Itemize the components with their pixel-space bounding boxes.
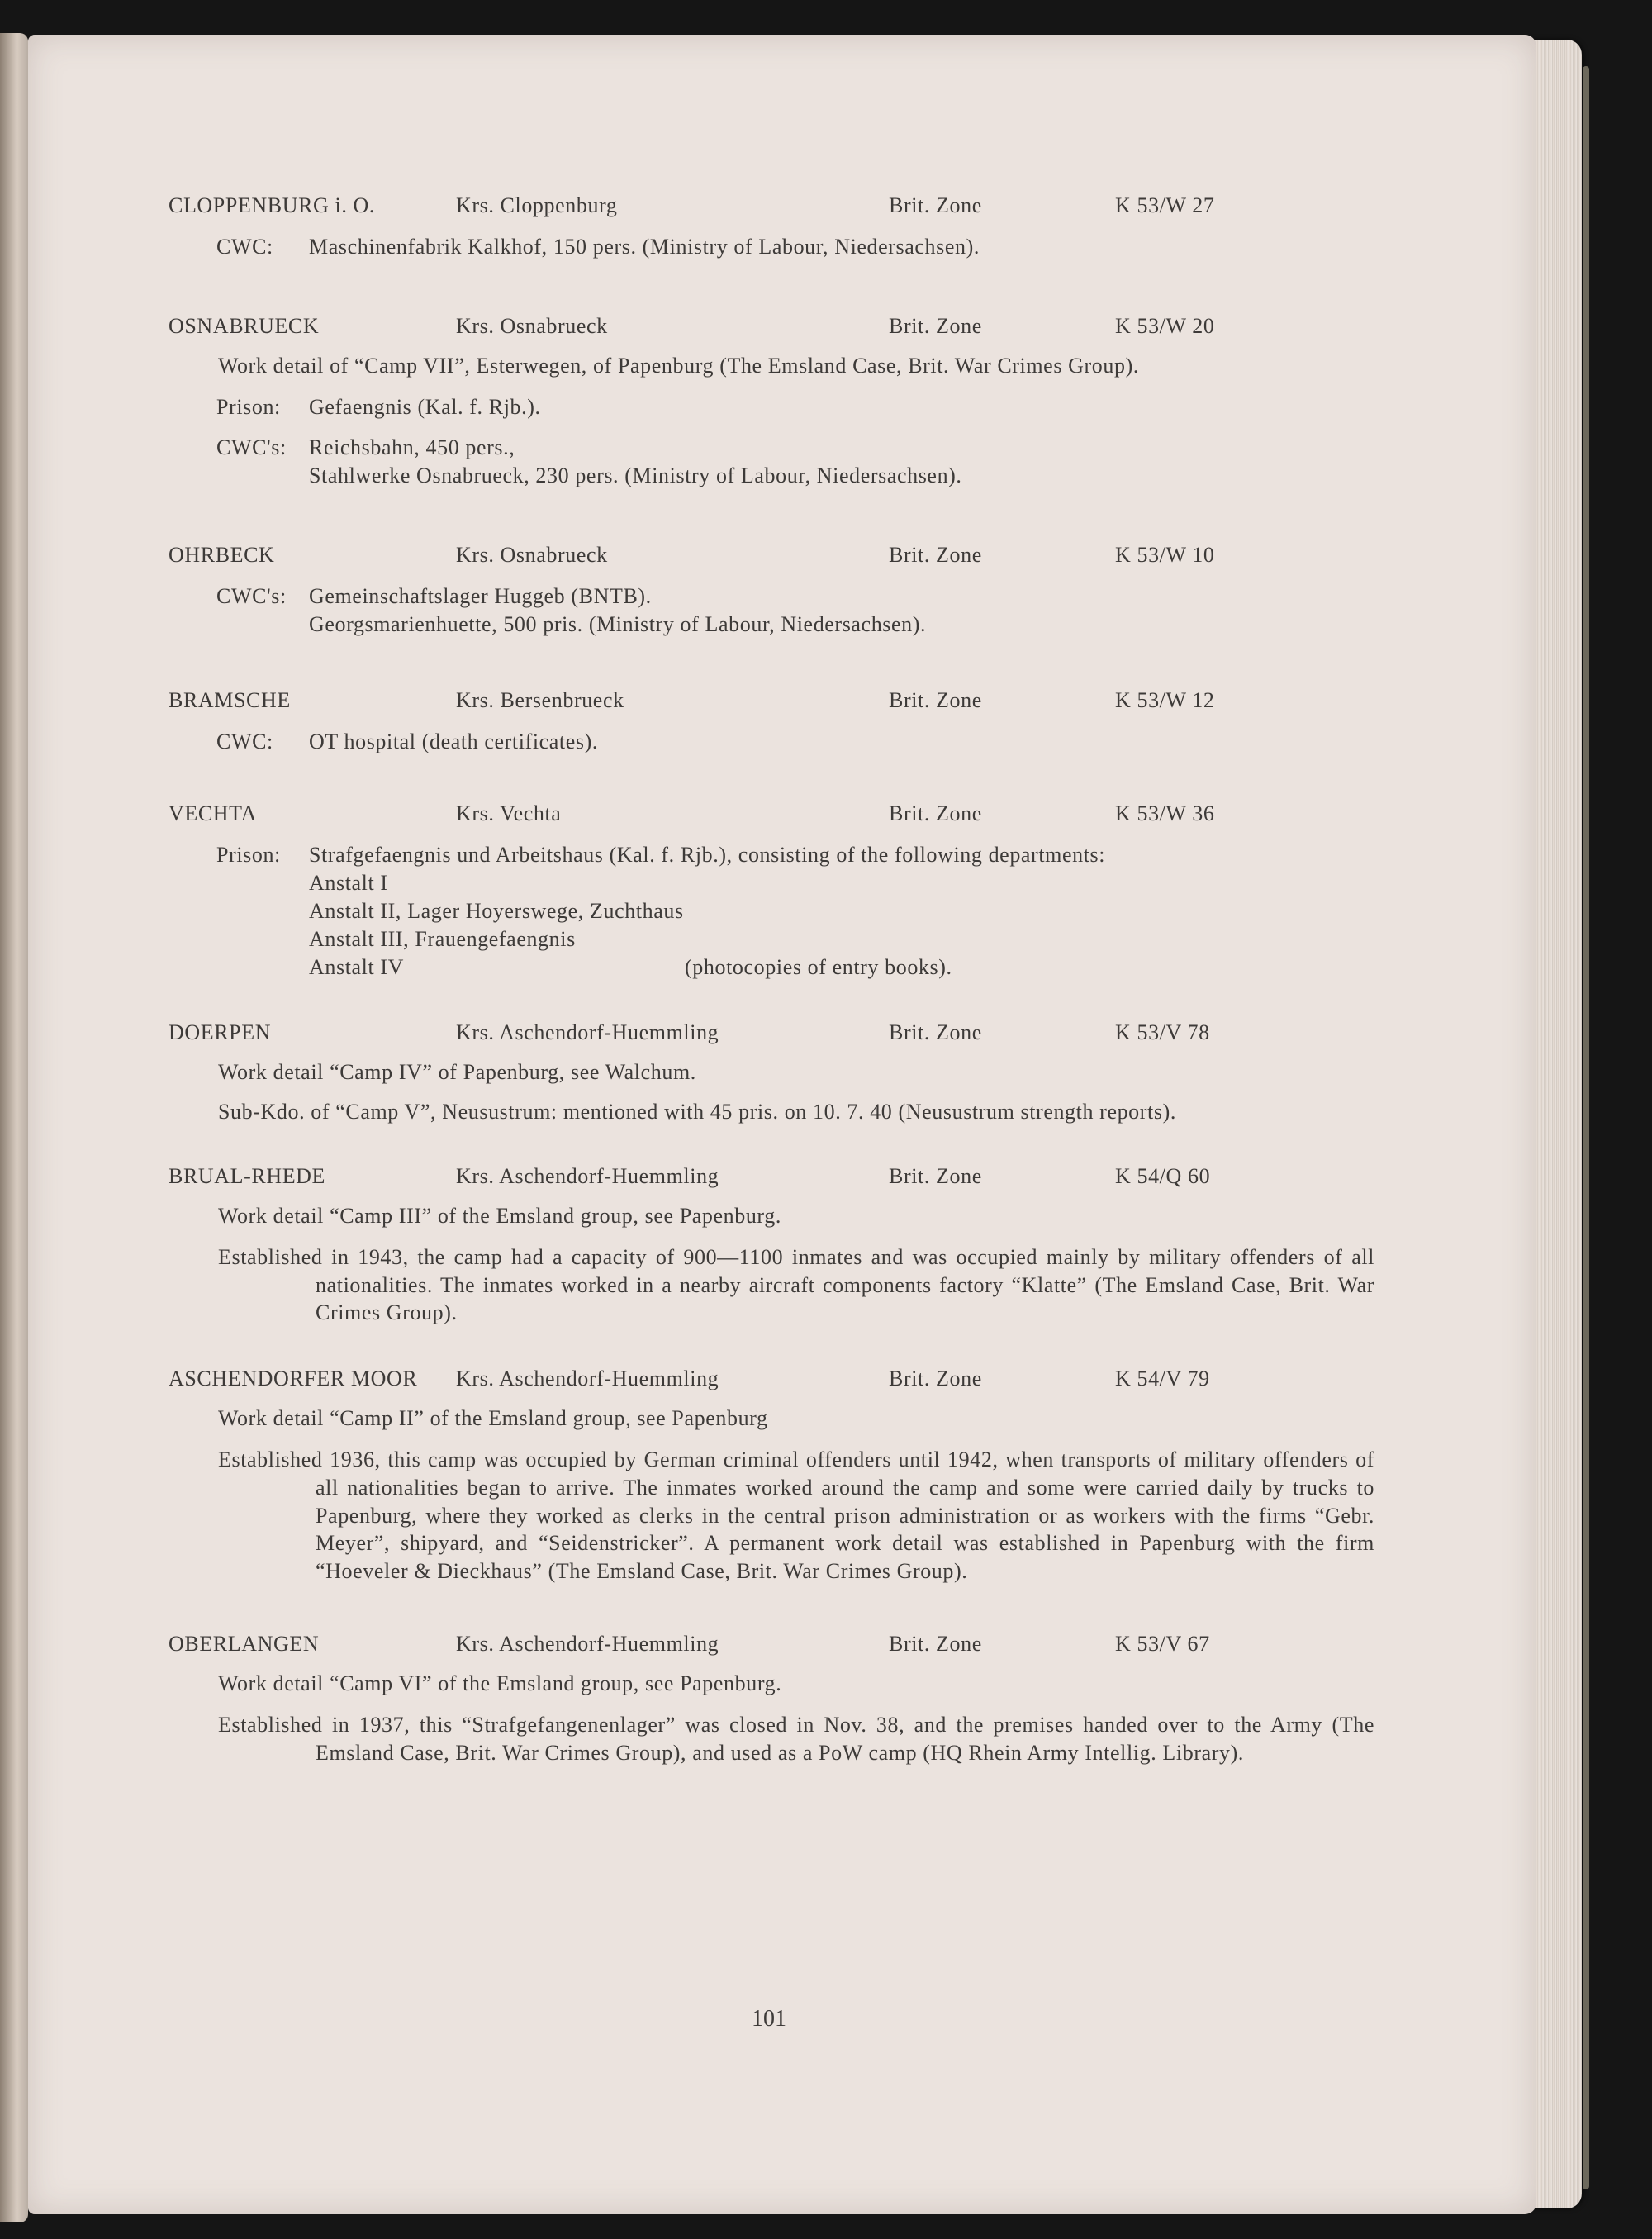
labeled-row [169, 582, 1374, 639]
labeled-row [169, 841, 1374, 981]
work-detail-line: Work detail “Camp III” of the Emsland group, see Papenburg. [218, 1203, 781, 1228]
row-text [309, 841, 1374, 869]
row-text [309, 462, 1374, 490]
entry-header [169, 1019, 1374, 1047]
entry-header [169, 312, 1374, 340]
map-reference: K 54/Q 60 [1115, 1163, 1211, 1188]
labeled-row [169, 434, 1374, 490]
map-reference: K 53/V 78 [1115, 1020, 1210, 1045]
row-text [309, 611, 1374, 639]
zone-label: Brit. Zone [889, 313, 982, 338]
district-name: Krs. Bersenbrueck [456, 687, 624, 712]
row-text [309, 897, 1374, 925]
work-detail-line: Sub-Kdo. of “Camp V”, Neusustrum: mentioned with 45 pris. on 10. 7. 40 (Neusustrum strength reports). [218, 1100, 1176, 1124]
row-text-value: OT hospital (death certificates). [309, 729, 598, 753]
entry-header [169, 192, 1374, 220]
work-detail-line: Work detail “Camp IV” of Papenburg, see Walchum. [218, 1060, 696, 1085]
district-name: Krs. Cloppenburg [456, 193, 618, 217]
labeled-row [169, 233, 1374, 261]
place-name: ASCHENDORFER MOOR [169, 1367, 418, 1391]
work-detail-line: Work detail “Camp VI” of the Emsland group, see Papenburg. [218, 1671, 782, 1695]
row-text [309, 925, 1374, 953]
binding-strip [1583, 66, 1589, 2189]
row-text-value: Anstalt II, Lager Hoyerswege, Zuchthaus [309, 898, 684, 923]
zone-label: Brit. Zone [889, 1020, 982, 1045]
entry [169, 541, 1374, 639]
row-text-value: Maschinenfabrik Kalkhof, 150 pers. (Ministry of Labour, Niedersachsen). [309, 235, 980, 259]
row-text [309, 728, 1374, 756]
zone-label: Brit. Zone [889, 801, 982, 826]
place-name: CLOPPENBURG i. O. [169, 193, 376, 217]
row-label: Prison: [216, 394, 281, 419]
row-text-value: Strafgefaengnis und Arbeitshaus (Kal. f. Rjb.), consisting of the following departments: [309, 843, 1106, 868]
entry-header [169, 1162, 1374, 1191]
row-text-value: Georgsmarienhuette, 500 pris. (Ministry of Labour, Niedersachsen). [309, 611, 927, 636]
entry-header [169, 687, 1374, 715]
row-text-value: Gefaengnis (Kal. f. Rjb.). [309, 394, 541, 419]
labeled-row [169, 728, 1374, 756]
entry [169, 687, 1374, 756]
map-reference: K 53/V 67 [1115, 1631, 1210, 1656]
entry-header [169, 541, 1374, 569]
zone-label: Brit. Zone [889, 542, 982, 567]
page-number: 101 [752, 2006, 786, 2032]
entry-header [169, 1365, 1374, 1393]
place-name: VECHTA [169, 801, 257, 826]
entry [169, 1630, 1374, 1766]
row-text [309, 582, 1374, 611]
place-name: BRAMSCHE [169, 687, 291, 712]
work-detail-line: Work detail “Camp II” of the Emsland group, see Papenburg [218, 1406, 768, 1431]
zone-label: Brit. Zone [889, 193, 982, 217]
row-label: CWC: [216, 235, 273, 259]
place-name: OBERLANGEN [169, 1631, 320, 1656]
row-text [309, 434, 1374, 462]
map-reference: K 53/W 12 [1115, 687, 1215, 712]
zone-label: Brit. Zone [889, 1367, 982, 1391]
row-text-value: Reichsbahn, 450 pers., [309, 435, 515, 460]
row-text [309, 233, 1374, 261]
work-detail-line: Work detail of “Camp VII”, Esterwegen, of Papenburg (The Emsland Case, Brit. War Crimes Group). [218, 353, 1139, 378]
entry [169, 312, 1374, 490]
place-name: BRUAL-RHEDE [169, 1163, 326, 1188]
gazetteer-entries [169, 192, 1374, 1766]
zone-label: Brit. Zone [889, 1163, 982, 1188]
row-label: Prison: [216, 843, 281, 868]
zone-label: Brit. Zone [889, 1631, 982, 1656]
entry [169, 1365, 1374, 1585]
zone-label: Brit. Zone [889, 687, 982, 712]
district-name: Krs. Osnabrueck [456, 313, 608, 338]
entry-header [169, 800, 1374, 828]
map-reference: K 53/W 20 [1115, 313, 1215, 338]
history-paragraph: Established 1936, this camp was occupied by German criminal offenders until 1942, when transports of military offenders of all nationalities began to arrive. The inmates worked around the camp and some were carried daily by trucks to Papenburg, where they worked as clerks in the central prison administration or as workers with the firms “Gebr. Meyer”, shipyard, and “Seidenstricker”. A permanent work detail was established in Papenburg with the firm “Hoeveler & Dieckhaus” (The Emsland Case, Brit. War Crimes Group). [218, 1447, 1374, 1584]
row-text-value: Anstalt IV [309, 954, 405, 979]
history-paragraph: Established in 1937, this “Strafgefangenenlager” was closed in Nov. 38, and the premises handed over to the Army (The Emsland Case, Brit. War Crimes Group), and used as a PoW camp (HQ Rhein Army Intellig. Library). [218, 1712, 1374, 1765]
entry [169, 192, 1374, 261]
history-paragraph: Established in 1943, the camp had a capacity of 900—1100 inmates and was occupied mainly by military offenders of all nationalities. The inmates worked in a nearby aircraft components factory “Klatte” (The Emsland Case, Brit. War Crimes Group). [218, 1244, 1374, 1325]
district-name: Krs. Aschendorf-Huemmling [456, 1163, 719, 1188]
row-text [309, 869, 1374, 897]
district-name: Krs. Aschendorf-Huemmling [456, 1367, 719, 1391]
row-text-value: Gemeinschaftslager Huggeb (BNTB). [309, 583, 652, 608]
place-name: DOERPEN [169, 1020, 272, 1045]
row-label: CWC: [216, 729, 273, 753]
entry [169, 800, 1374, 981]
row-text [309, 393, 1374, 421]
facing-page-edge [0, 33, 28, 2222]
row-text-value: Anstalt I [309, 871, 388, 896]
map-reference: K 53/W 10 [1115, 542, 1215, 567]
row-label: CWC's: [216, 583, 287, 608]
entry-header [169, 1630, 1374, 1658]
map-reference: K 53/W 27 [1115, 193, 1215, 217]
map-reference: K 54/V 79 [1115, 1367, 1210, 1391]
district-name: Krs. Aschendorf-Huemmling [456, 1631, 719, 1656]
district-name: Krs. Aschendorf-Huemmling [456, 1020, 719, 1045]
row-text-value: Stahlwerke Osnabrueck, 230 pers. (Ministry of Labour, Niedersachsen). [309, 463, 962, 488]
row-text [309, 953, 1374, 982]
entry [169, 1162, 1374, 1327]
place-name: OHRBECK [169, 542, 275, 567]
map-reference: K 53/W 36 [1115, 801, 1215, 826]
district-name: Krs. Osnabrueck [456, 542, 608, 567]
labeled-row [169, 393, 1374, 421]
row-note: (photocopies of entry books). [685, 954, 952, 979]
entry [169, 1019, 1374, 1126]
row-text-value: Anstalt III, Frauengefaengnis [309, 926, 576, 951]
place-name: OSNABRUECK [169, 313, 320, 338]
district-name: Krs. Vechta [456, 801, 562, 826]
row-label: CWC's: [216, 435, 287, 460]
